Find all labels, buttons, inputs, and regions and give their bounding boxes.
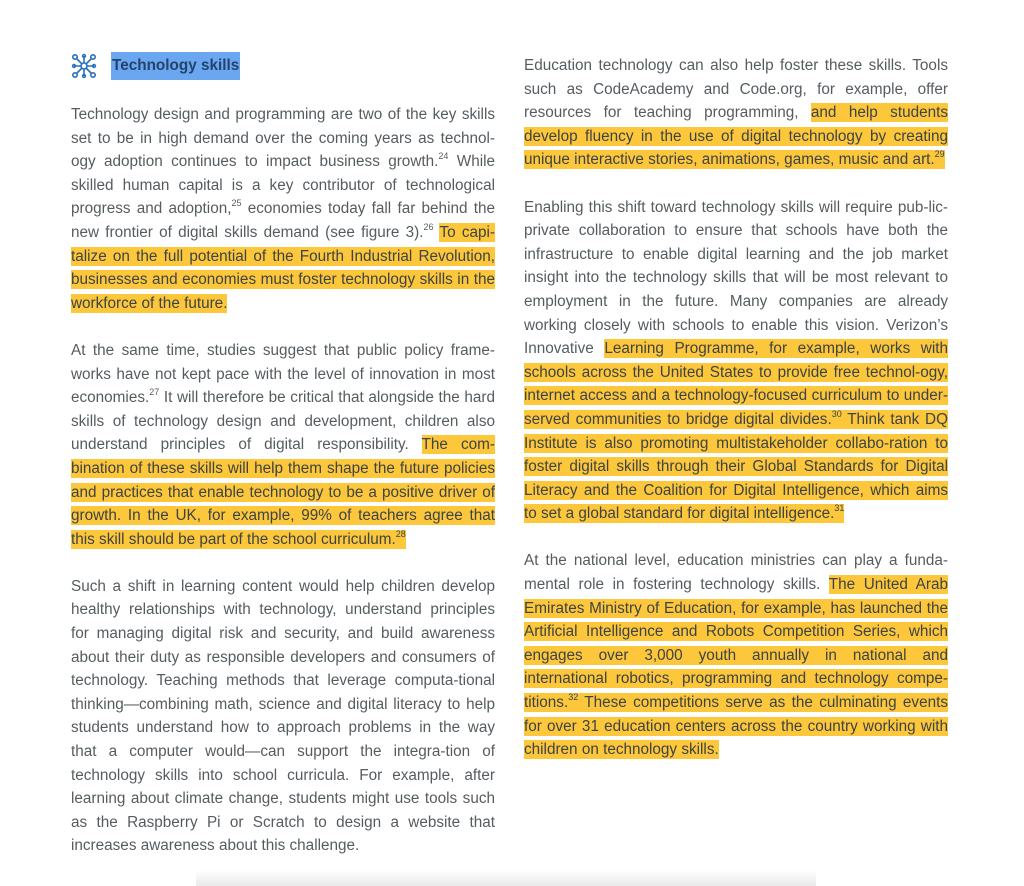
highlighted-text xyxy=(524,575,948,759)
footnote-ref[interactable]: 24 xyxy=(438,151,449,162)
highlighted-text-body: and help students develop fluency in the use of digital technology by creating unique interactive stories, animations, games, music and art. xyxy=(524,104,948,169)
right-paragraph-2 xyxy=(524,196,948,526)
circuit-network-icon xyxy=(71,53,97,79)
footnote-ref[interactable]: 26 xyxy=(423,221,434,232)
paragraph-text: Enabling this shift toward technology skills will require pub-lic-private collaboration to ensure that schools have both the infrastructure to enable digital learning and the job market insight into the technology skills that will be most relevant to employment in the future. Many companies are already working closely with schools to enable this vision. Verizon’s Innovative xyxy=(524,198,948,358)
left-paragraph-3: Such a shift in learning content would help children develop healthy relationships with technology, understand principles for managing digital risk and security, and build awareness about their duty as responsible developers and consumers of technology. Teaching methods that leverage computa-tional thinking—combining math, science and digital literacy to help students understand how to approach problems in the way that a computer would—can support the integra-tion of technology skills into school curricula. For example, after learning about climate change, students might use tools such as the Raspberry Pi or Scratch to design a website that increases awareness about this challenge. xyxy=(71,577,495,855)
highlighted-text-body: These competitions serve as the culminating events for over 31 education centers across the country working with children on technology skills. xyxy=(524,694,948,759)
paragraph-text: It will therefore be critical that alongside the hard skills of technology design and development, children also understand principles of digital responsibility. xyxy=(71,389,495,454)
footnote-ref[interactable]: 27 xyxy=(149,387,160,398)
paragraph-text: At the national level, education ministries can play a funda-mental role in fostering technology skills. xyxy=(524,552,948,594)
footnote-ref[interactable]: 31 xyxy=(834,503,845,514)
paragraph-text: economies today fall far behind the new frontier of digital skills demand (see figure 3). xyxy=(71,200,495,241)
page-title: Technology skills xyxy=(111,52,240,80)
page-bottom-shadow xyxy=(196,870,816,886)
left-column xyxy=(71,54,495,882)
highlighted-text-body: The com-bination of these skills will help them shape the future policies and practices that enable technology to be a positive driver of growth. In the UK, for example, 99% of teachers agree that this skill should be part of the school curriculum. xyxy=(71,436,495,548)
paragraph-text: At the same time, studies suggest that public policy frame-works have not kept pace with the level of innovation in most economies. xyxy=(71,341,495,407)
footnote-ref[interactable]: 32 xyxy=(568,691,579,702)
highlighted-text: To capi-talize on the full potential of the Fourth Industrial Revolution, businesses and economies must foster technology skills in the workforce of the future. xyxy=(71,223,495,312)
left-paragraph-2 xyxy=(71,339,495,551)
right-column xyxy=(524,54,948,785)
footnote-ref[interactable]: 25 xyxy=(231,198,242,209)
paragraph-text: While skilled human capital is a key contributor of technological progress and adoption, xyxy=(71,153,496,218)
footnote-ref[interactable]: 30 xyxy=(831,408,842,419)
section-heading xyxy=(71,54,495,78)
paragraph-text: Technology design and programming are two of the key skills set to be in high demand over the coming years as technol-ogy adoption continues to impact business growth. xyxy=(71,106,495,171)
footnote-ref[interactable]: 28 xyxy=(395,528,406,539)
highlighted-text-body: Learning Programme, for example, works with schools across the United States to provide free technol-ogy, internet access and a technology-focused curriculum to under-served communities to bridge digital divides. xyxy=(524,340,949,428)
right-paragraph-3 xyxy=(524,549,948,761)
highlighted-text-body: The United Arab Emirates Ministry of Education, for example, has launched the Artificial Intelligence and Robots Competition Series, which engages over 3,000 youth annually in national and international robotics, programming and technology compe-titions. xyxy=(524,576,948,712)
paragraph-text: Education technology can also help foster these skills. Tools such as CodeAcademy and Code.org, for example, offer resources for teaching programming, xyxy=(524,57,948,122)
highlighted-text-body: Think tank DQ Institute is also promoting multistakeholder collabo-ration to foster digital skills through their Global Standards for Digital Literacy and the Coalition for Digital Intelligence, which aims to set a global standard for digital intelligence. xyxy=(524,410,948,523)
right-paragraph-1 xyxy=(524,54,948,172)
highlighted-text xyxy=(524,339,948,523)
left-paragraph-1 xyxy=(71,103,495,315)
footnote-ref[interactable]: 29 xyxy=(934,149,945,160)
